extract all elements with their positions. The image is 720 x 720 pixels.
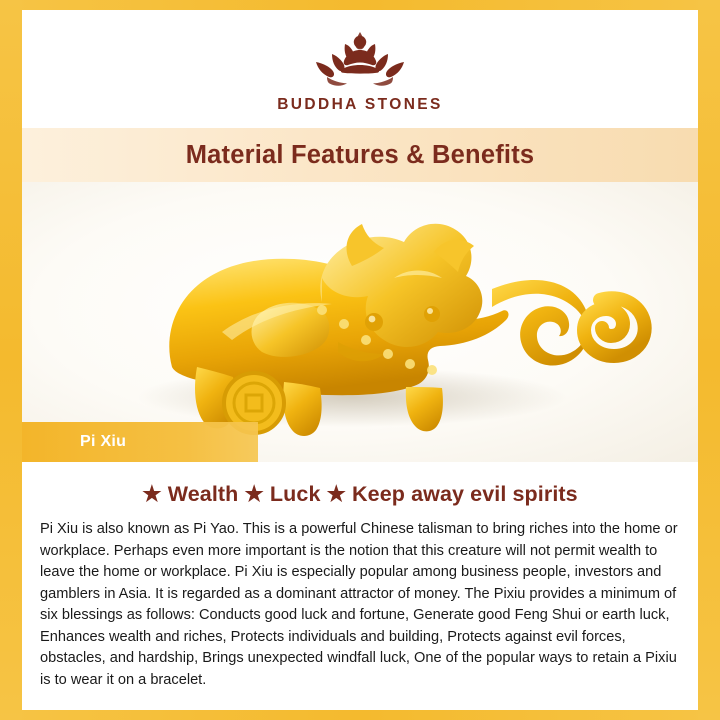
product-image	[22, 182, 698, 462]
brand-name: BUDDHA STONES	[277, 96, 443, 113]
product-caption-label: Pi Xiu	[80, 433, 127, 450]
page-content	[22, 10, 698, 710]
frame-border-left	[0, 0, 22, 720]
benefits-section	[22, 462, 698, 691]
lotus-meditation-icon	[22, 10, 698, 90]
frame-border-top	[0, 0, 720, 10]
brand-header	[22, 10, 698, 128]
benefits-description: Pi Xiu is also known as Pi Yao. This is a powerful Chinese talisman to bring riches into the home or workplace. Perhaps even more important is the notion that this creature will not permit wealth to leave the home or workplace. Pi Xiu is especially popular among business people, investors and gamblers in Asia. It is regarded as a dominant attractor of money. The Pixiu provides a minimum of six blessings as follows: Conducts good luck and fortune, Generate good Feng Shui or earth luck, Enhances wealth and riches, Protects individuals and building, Protects against evil forces, obstacles, and hardship, Brings unexpected windfall luck, One of the popular ways to retain a Pixiu is to wear it on a bracelet.	[40, 521, 678, 688]
product-caption	[22, 422, 258, 462]
frame-border-right	[698, 0, 720, 720]
benefits-headline: ★ Wealth ★ Luck ★ Keep away evil spirits	[142, 482, 578, 506]
gold-pixiu-illustration	[22, 182, 698, 462]
frame-border-bottom	[0, 710, 720, 720]
page-title: Material Features & Benefits	[185, 140, 535, 169]
title-banner	[22, 128, 698, 182]
